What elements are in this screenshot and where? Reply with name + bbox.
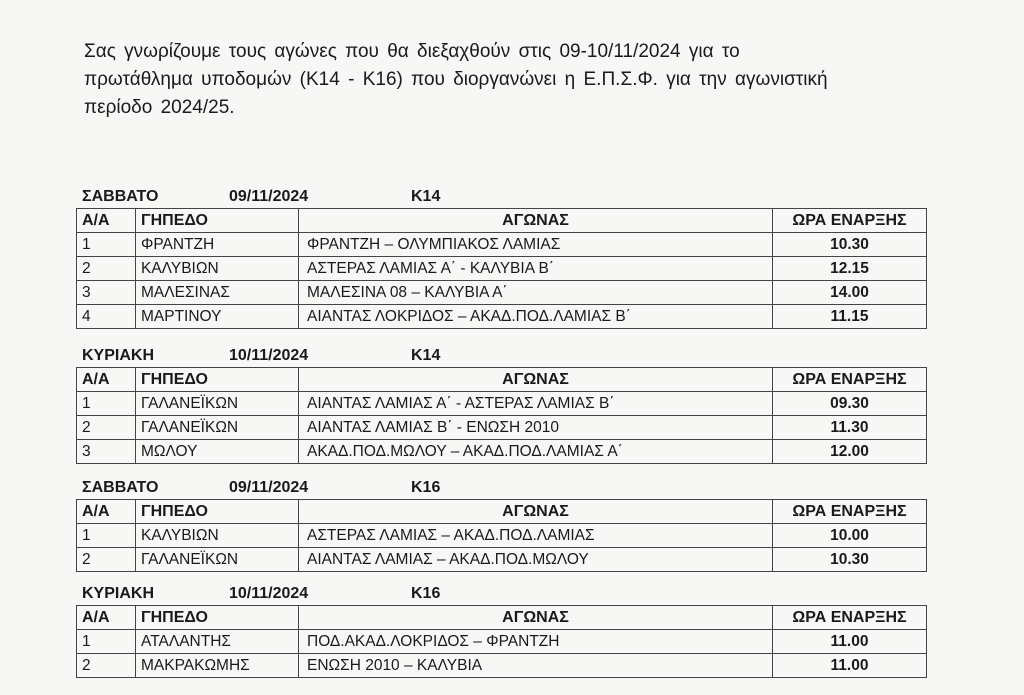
header-time: ΩΡΑ ΕΝΑΡΞΗΣ	[773, 500, 927, 524]
cell-match: ΑΚΑΔ.ΠΟΔ.ΜΩΛΟΥ – ΑΚΑΔ.ΠΟΔ.ΛΑΜΙΑΣ Α΄	[299, 440, 773, 464]
cell-time: 11.30	[773, 416, 927, 440]
cell-time: 12.15	[773, 257, 927, 281]
intro-line: πρωτάθλημα υποδομών (Κ14 - Κ16) που διοργανώνει η Ε.Π.Σ.Φ. για την αγωνιστική	[84, 69, 828, 90]
header-aa: Α/Α	[77, 606, 136, 630]
intro-paragraph	[84, 38, 964, 122]
cell-aa: 2	[77, 548, 136, 572]
cell-time: 10.30	[773, 548, 927, 572]
schedule-table	[76, 499, 927, 572]
header-field: ΓΗΠΕΔΟ	[136, 500, 299, 524]
cell-time: 14.00	[773, 281, 927, 305]
header-field: ΓΗΠΕΔΟ	[136, 368, 299, 392]
table-header-row	[77, 606, 927, 630]
section-heading	[76, 583, 926, 605]
schedule-section-sun-k16	[76, 583, 926, 678]
section-category: Κ14	[411, 347, 441, 364]
cell-field: ΜΩΛΟΥ	[136, 440, 299, 464]
cell-time: 10.30	[773, 233, 927, 257]
header-time: ΩΡΑ ΕΝΑΡΞΗΣ	[773, 209, 927, 233]
cell-field: ΚΑΛΥΒΙΩΝ	[136, 524, 299, 548]
table-header-row	[77, 209, 927, 233]
cell-aa: 2	[77, 654, 136, 678]
table-row	[77, 440, 927, 464]
table-header-row	[77, 368, 927, 392]
section-date: 09/11/2024	[229, 479, 309, 496]
cell-match: ΜΑΛΕΣΙΝΑ 08 – ΚΑΛΥΒΙΑ Α΄	[299, 281, 773, 305]
table-row	[77, 257, 927, 281]
intro-line: Σας γνωρίζουμε τους αγώνες που θα διεξαχθούν στις 09-10/11/2024 για το	[84, 41, 740, 62]
cell-aa: 1	[77, 524, 136, 548]
header-aa: Α/Α	[77, 209, 136, 233]
schedule-table	[76, 367, 927, 464]
header-aa: Α/Α	[77, 500, 136, 524]
cell-aa: 3	[77, 281, 136, 305]
header-match: ΑΓΩΝΑΣ	[299, 606, 773, 630]
cell-field: ΜΑΚΡΑΚΩΜΗΣ	[136, 654, 299, 678]
table-row	[77, 630, 927, 654]
schedule-table	[76, 605, 927, 678]
table-header-row	[77, 500, 927, 524]
intro-line: περίοδο 2024/25.	[84, 97, 235, 118]
header-field: ΓΗΠΕΔΟ	[136, 209, 299, 233]
schedule-section-sat-k16	[76, 477, 926, 572]
section-heading	[76, 345, 926, 367]
section-date: 09/11/2024	[229, 188, 309, 205]
header-time: ΩΡΑ ΕΝΑΡΞΗΣ	[773, 368, 927, 392]
cell-field: ΑΤΑΛΑΝΤΗΣ	[136, 630, 299, 654]
cell-field: ΚΑΛΥΒΙΩΝ	[136, 257, 299, 281]
section-day: ΣΑΒΒΑΤΟ	[82, 188, 159, 205]
section-category: Κ14	[411, 188, 441, 205]
header-aa: Α/Α	[77, 368, 136, 392]
section-day: ΚΥΡΙΑΚΗ	[82, 347, 155, 364]
section-date: 10/11/2024	[229, 585, 309, 602]
table-row	[77, 305, 927, 329]
cell-match: ΑΣΤΕΡΑΣ ΛΑΜΙΑΣ – ΑΚΑΔ.ΠΟΔ.ΛΑΜΙΑΣ	[299, 524, 773, 548]
table-row	[77, 233, 927, 257]
table-row	[77, 416, 927, 440]
cell-aa: 1	[77, 392, 136, 416]
cell-field: ΓΑΛΑΝΕΪΚΩΝ	[136, 548, 299, 572]
table-row	[77, 654, 927, 678]
header-match: ΑΓΩΝΑΣ	[299, 209, 773, 233]
schedule-section-sat-k14	[76, 186, 926, 329]
header-match: ΑΓΩΝΑΣ	[299, 500, 773, 524]
cell-field: ΦΡΑΝΤΖΗ	[136, 233, 299, 257]
cell-time: 11.00	[773, 654, 927, 678]
cell-field: ΜΑΡΤΙΝΟΥ	[136, 305, 299, 329]
table-row	[77, 548, 927, 572]
cell-match: ΕΝΩΣΗ 2010 – ΚΑΛΥΒΙΑ	[299, 654, 773, 678]
schedule-section-sun-k14	[76, 345, 926, 464]
cell-match: ΑΙΑΝΤΑΣ ΛΑΜΙΑΣ Α΄ - ΑΣΤΕΡΑΣ ΛΑΜΙΑΣ Β΄	[299, 392, 773, 416]
cell-time: 09.30	[773, 392, 927, 416]
cell-field: ΓΑΛΑΝΕΪΚΩΝ	[136, 416, 299, 440]
schedule-table	[76, 208, 927, 329]
cell-field: ΜΑΛΕΣΙΝΑΣ	[136, 281, 299, 305]
section-category: Κ16	[411, 585, 441, 602]
section-day: ΣΑΒΒΑΤΟ	[82, 479, 159, 496]
cell-match: ΦΡΑΝΤΖΗ – ΟΛΥΜΠΙΑΚΟΣ ΛΑΜΙΑΣ	[299, 233, 773, 257]
cell-aa: 3	[77, 440, 136, 464]
cell-match: ΑΙΑΝΤΑΣ ΛΑΜΙΑΣ Β΄ - ΕΝΩΣΗ 2010	[299, 416, 773, 440]
cell-match: ΠΟΔ.ΑΚΑΔ.ΛΟΚΡΙΔΟΣ – ΦΡΑΝΤΖΗ	[299, 630, 773, 654]
cell-aa: 2	[77, 416, 136, 440]
cell-time: 12.00	[773, 440, 927, 464]
cell-match: ΑΣΤΕΡΑΣ ΛΑΜΙΑΣ Α΄ - ΚΑΛΥΒΙΑ Β΄	[299, 257, 773, 281]
cell-aa: 2	[77, 257, 136, 281]
cell-aa: 1	[77, 630, 136, 654]
section-heading	[76, 477, 926, 499]
table-row	[77, 524, 927, 548]
cell-match: ΑΙΑΝΤΑΣ ΛΑΜΙΑΣ – ΑΚΑΔ.ΠΟΔ.ΜΩΛΟΥ	[299, 548, 773, 572]
cell-field: ΓΑΛΑΝΕΪΚΩΝ	[136, 392, 299, 416]
header-match: ΑΓΩΝΑΣ	[299, 368, 773, 392]
table-row	[77, 281, 927, 305]
header-time: ΩΡΑ ΕΝΑΡΞΗΣ	[773, 606, 927, 630]
section-date: 10/11/2024	[229, 347, 309, 364]
cell-aa: 1	[77, 233, 136, 257]
cell-match: ΑΙΑΝΤΑΣ ΛΟΚΡΙΔΟΣ – ΑΚΑΔ.ΠΟΔ.ΛΑΜΙΑΣ Β΄	[299, 305, 773, 329]
section-heading	[76, 186, 926, 208]
cell-time: 11.15	[773, 305, 927, 329]
cell-time: 11.00	[773, 630, 927, 654]
cell-time: 10.00	[773, 524, 927, 548]
section-category: Κ16	[411, 479, 441, 496]
section-day: ΚΥΡΙΑΚΗ	[82, 585, 155, 602]
cell-aa: 4	[77, 305, 136, 329]
table-row	[77, 392, 927, 416]
header-field: ΓΗΠΕΔΟ	[136, 606, 299, 630]
